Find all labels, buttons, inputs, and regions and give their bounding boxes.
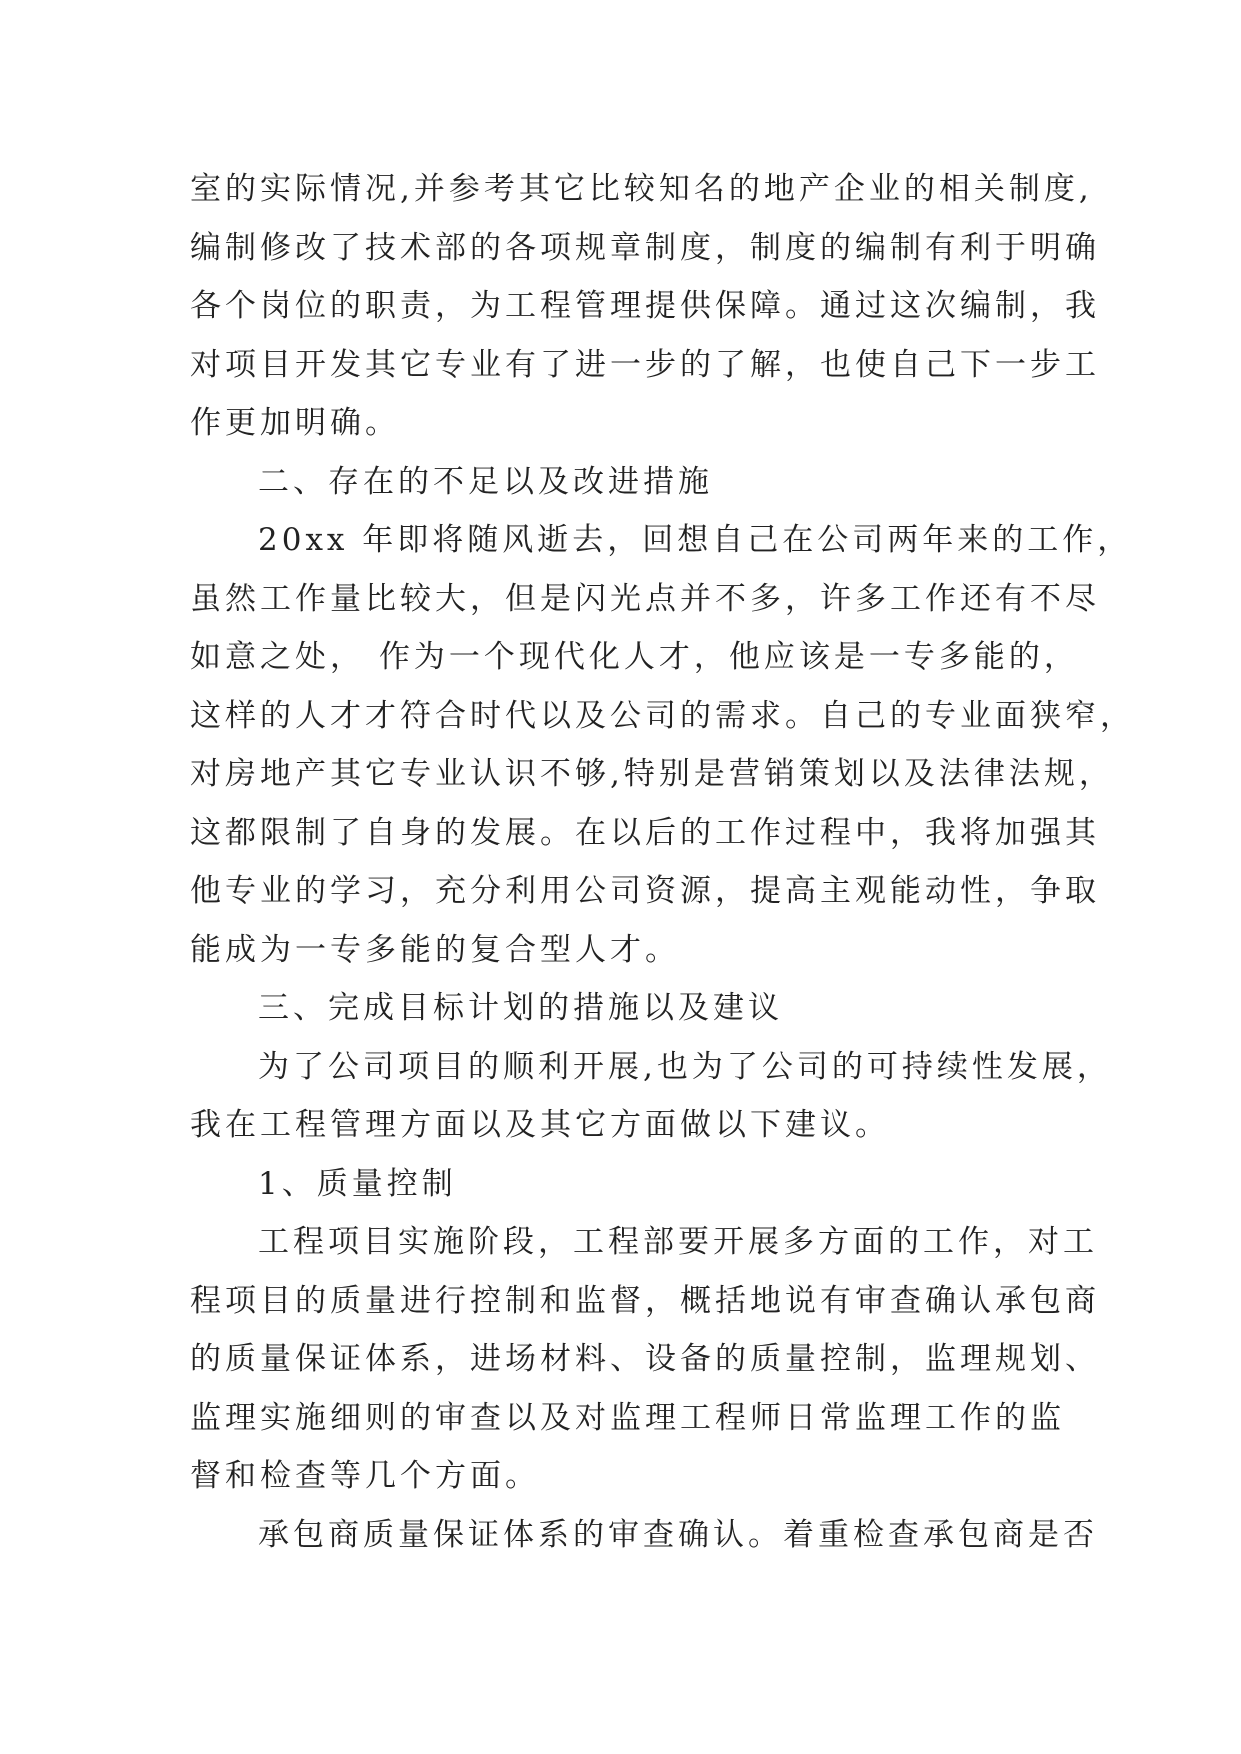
section-heading: 二、存在的不足以及改进措施 (258, 463, 713, 500)
text-line: 他专业的学习，充分利用公司资源，提高主观能动性，争取 (190, 873, 1100, 909)
text-line: 承包商质量保证体系的审查确认。着重检查承包商是否 (258, 1516, 1098, 1553)
text-line: 如意之处， 作为一个现代化人才，他应该是一专多能的， (190, 639, 1079, 675)
text-line: 这都限制了自身的发展。在以后的工作过程中，我将加强其 (190, 814, 1100, 851)
document-body (190, 160, 1135, 1564)
section-heading: 三、完成目标计划的措施以及建议 (258, 990, 783, 1026)
text-line: 督和检查等几个方面。 (190, 1458, 540, 1494)
text-line: 为了公司项目的顺利开展,也为了公司的可持续性发展， (258, 1048, 1112, 1085)
text-line: 工程项目实施阶段，工程部要开展多方面的工作，对工 (258, 1224, 1098, 1260)
text-line: 我在工程管理方面以及其它方面做以下建议。 (190, 1107, 890, 1143)
text-line: 这样的人才才符合时代以及公司的需求。自己的专业面狭窄， (190, 697, 1135, 734)
text-line: 各个岗位的职责，为工程管理提供保障。通过这次编制，我 (190, 288, 1100, 324)
text-line: 20xx 年即将随风逝去，回想自己在公司两年来的工作， (258, 522, 1133, 558)
text-line: 对项目开发其它专业有了进一步的了解，也使自己下一步工 (190, 346, 1100, 383)
text-line: 能成为一专多能的复合型人才。 (190, 931, 680, 968)
text-line: 程项目的质量进行控制和监督，概括地说有审查确认承包商 (190, 1282, 1100, 1319)
text-line: 虽然工作量比较大，但是闪光点并不多，许多工作还有不尽 (190, 580, 1100, 617)
text-line: 监理实施细则的审查以及对监理工程师日常监理工作的监 (190, 1399, 1065, 1436)
text-line: 的质量保证体系，进场材料、设备的质量控制，监理规划、 (190, 1341, 1100, 1377)
text-line: 对房地产其它专业认识不够,特别是营销策划以及法律法规， (190, 756, 1114, 792)
subsection-heading: 1、质量控制 (258, 1165, 457, 1202)
text-line: 作更加明确。 (190, 405, 400, 441)
text-line: 编制修改了技术部的各项规章制度，制度的编制有利于明确 (190, 229, 1100, 266)
text-line: 室的实际情况,并参考其它比较知名的地产企业的相关制度, (190, 171, 1093, 207)
